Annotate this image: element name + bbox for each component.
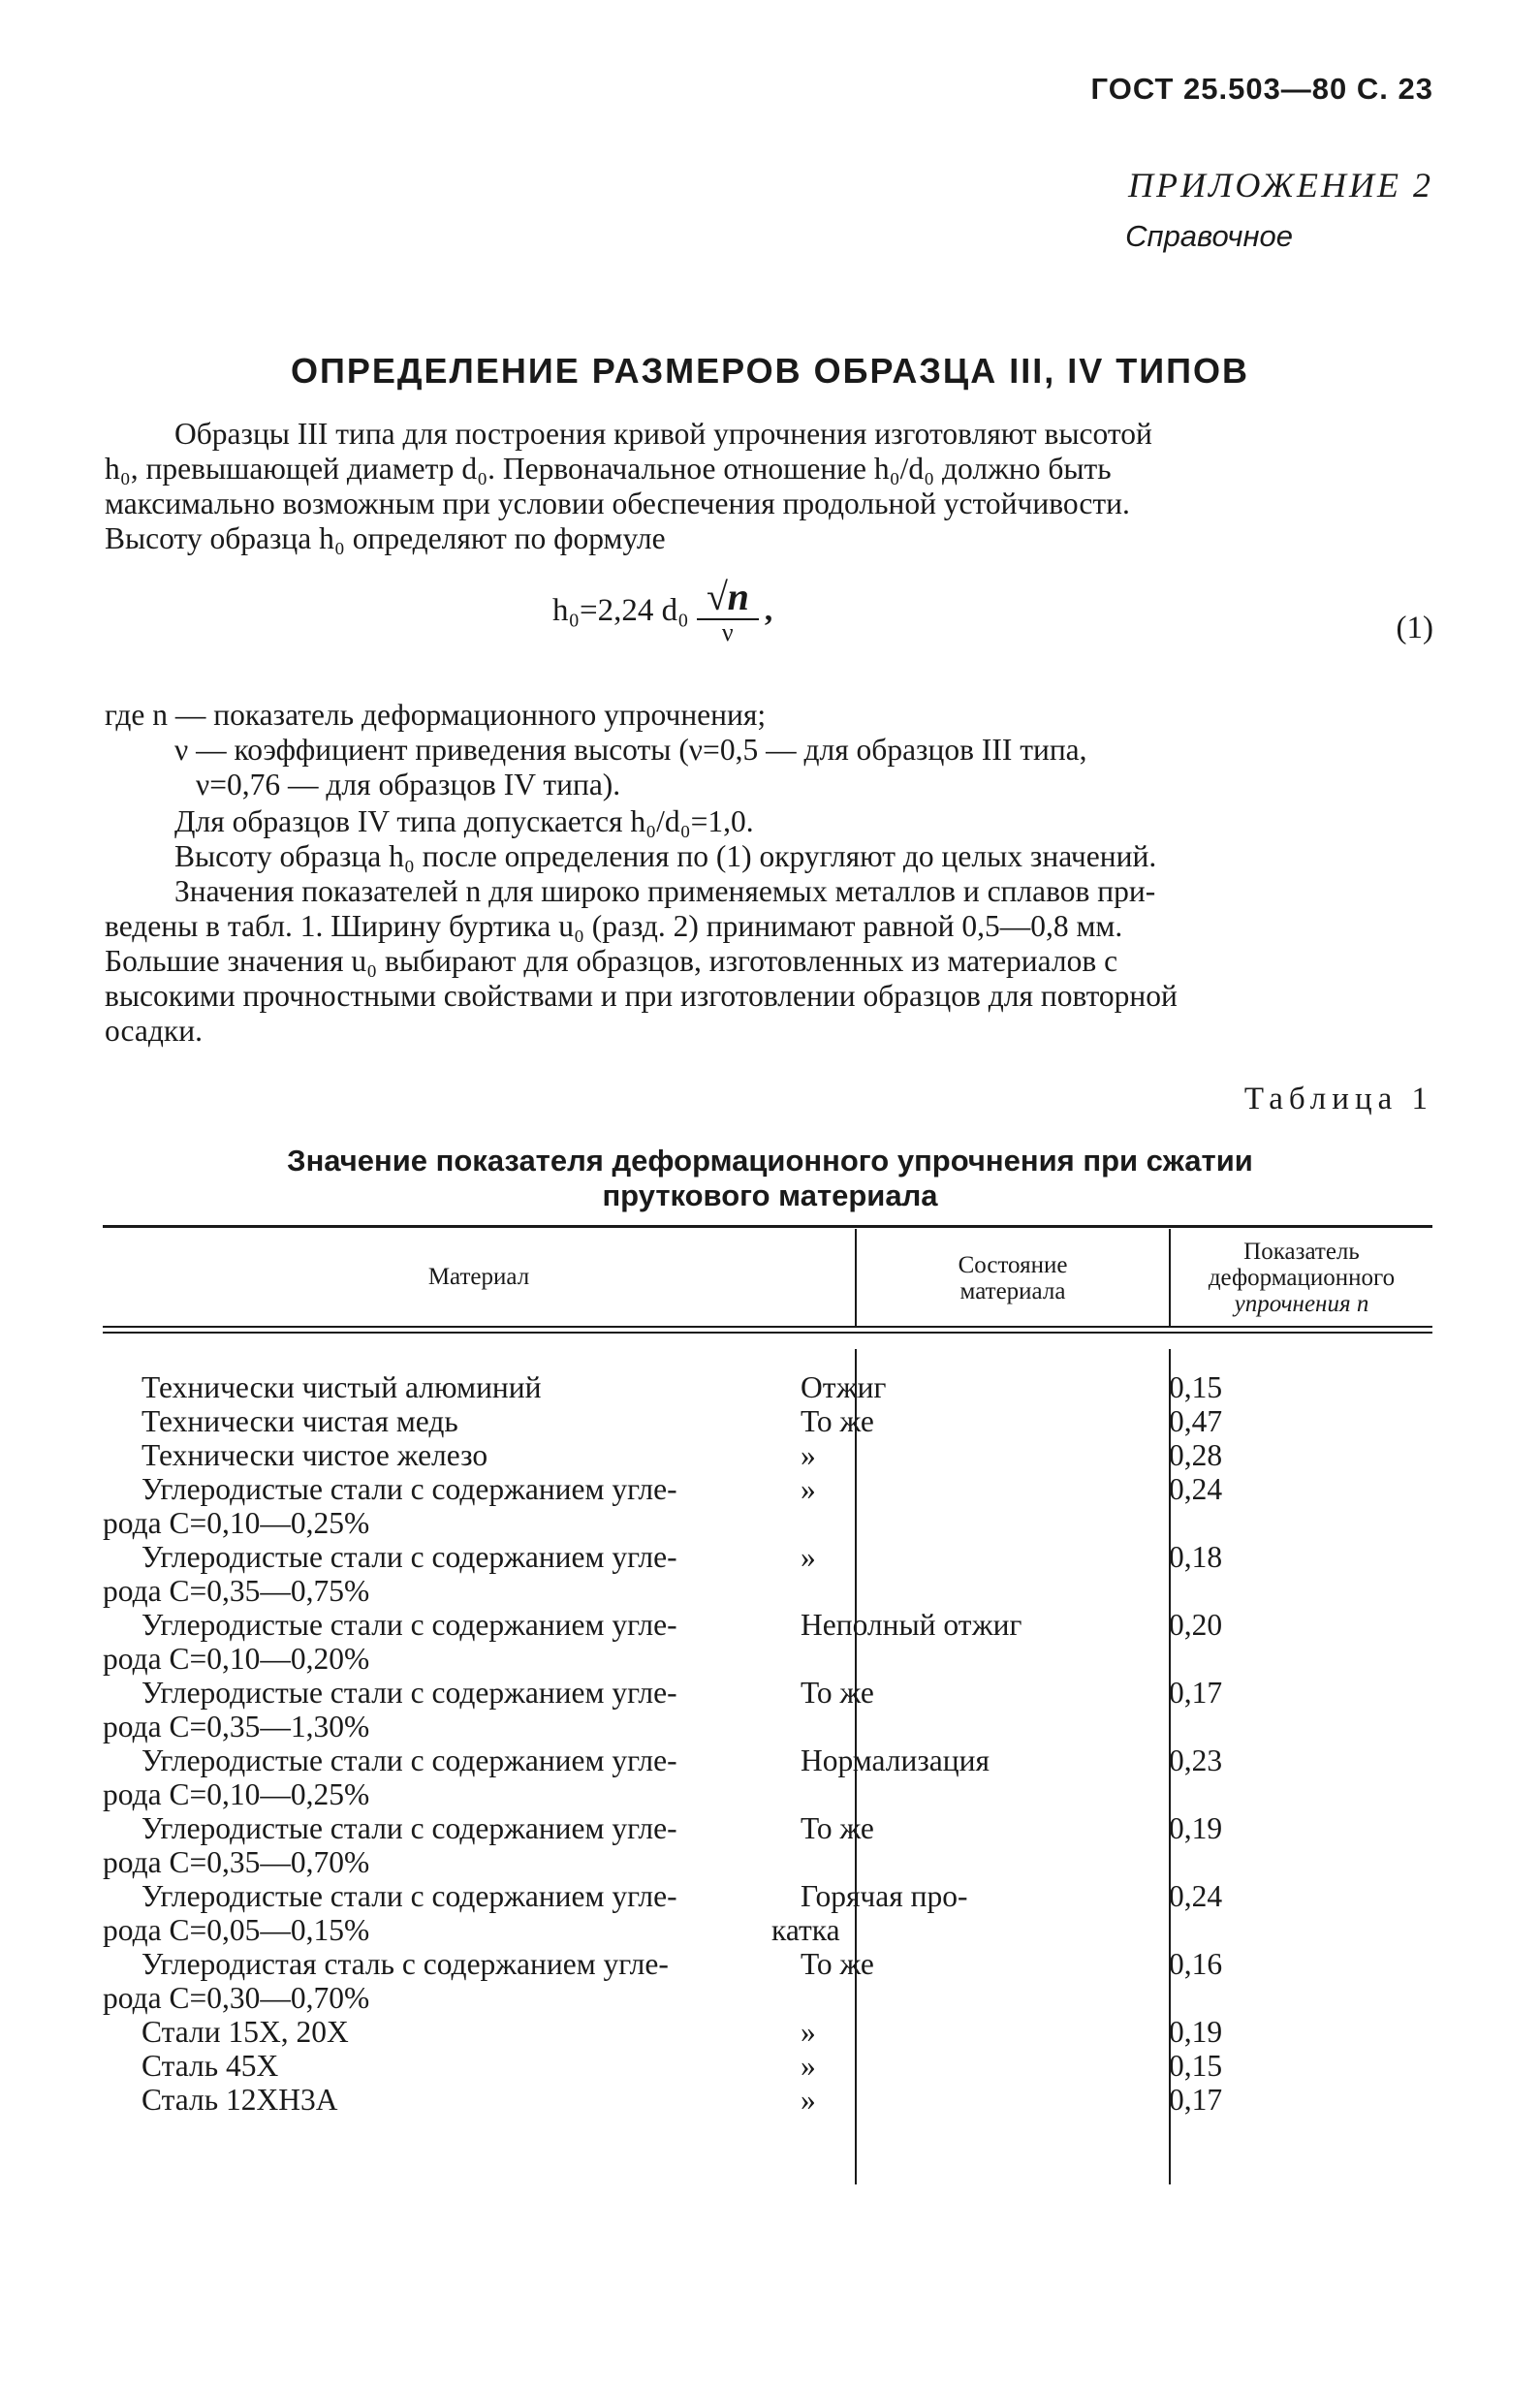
text-line: Большие значения u₀ выбирают для образцов, изготовленных из материалов с bbox=[105, 944, 1118, 978]
material-cell bbox=[103, 1540, 771, 1608]
text-line: Высоту образца h₀ после определения по (1) округляют до целых значений. bbox=[174, 839, 1157, 873]
material-cell bbox=[103, 1370, 771, 1404]
hardening-index-cell: 0,23 bbox=[1169, 1743, 1223, 1777]
state-cell bbox=[771, 1743, 1082, 1811]
header-index-line: упрочнения n bbox=[1234, 1291, 1369, 1317]
state-line: Горячая про- bbox=[801, 1879, 968, 1913]
table-row bbox=[103, 1438, 1432, 1472]
state-cell bbox=[771, 1676, 1082, 1743]
state-cell bbox=[771, 2049, 1082, 2083]
material-line: рода C=0,35—0,70% bbox=[103, 1845, 370, 1879]
material-line: Стали 15Х, 20Х bbox=[141, 2015, 349, 2049]
text-line: Для образцов IV типа допускается h₀/d₀=1,0. bbox=[174, 804, 754, 838]
table-row bbox=[103, 1404, 1432, 1438]
table-row bbox=[103, 1540, 1432, 1608]
state-line: То же bbox=[801, 1811, 874, 1845]
hardening-index-cell: 0,24 bbox=[1169, 1472, 1223, 1506]
material-cell bbox=[103, 2049, 771, 2083]
table-row bbox=[103, 1608, 1432, 1676]
text-line: ν — коэффициент приведения высоты (ν=0,5 — для образцов III типа, bbox=[174, 733, 1087, 767]
material-line: рода C=0,35—0,75% bbox=[103, 1574, 370, 1608]
state-line: » bbox=[801, 1472, 816, 1506]
text-line: Высоту образца h₀ определяют по формуле bbox=[105, 521, 666, 555]
material-cell bbox=[103, 1404, 771, 1438]
state-cell bbox=[771, 1438, 1082, 1472]
header-rule bbox=[103, 1332, 1432, 1334]
material-line: Технически чистая медь bbox=[141, 1404, 458, 1438]
table-title-line: Значение показателя деформационного упрочнения при сжатии bbox=[287, 1144, 1253, 1178]
header-rule bbox=[103, 1326, 1432, 1328]
equation-number: (1) bbox=[1396, 611, 1433, 645]
appendix-title: ПРИЛОЖЕНИЕ 2 bbox=[1128, 166, 1433, 204]
hardening-index-cell: 0,17 bbox=[1169, 1676, 1223, 1710]
state-line: Нормализация bbox=[801, 1743, 990, 1777]
hardening-index-cell: 0,28 bbox=[1169, 1438, 1223, 1472]
material-line: Сталь 12ХН3А bbox=[141, 2083, 338, 2117]
state-line: Отжиг bbox=[801, 1370, 887, 1404]
header-material: Материал bbox=[427, 1264, 530, 1290]
formula-numerator: √n bbox=[697, 576, 759, 620]
material-line: рода C=0,05—0,15% bbox=[103, 1913, 370, 1947]
formula-denominator: ν bbox=[721, 618, 734, 646]
state-line: То же bbox=[801, 1676, 874, 1710]
formula-lhs: h₀=2,24 d₀ bbox=[552, 592, 689, 628]
text-line: Значения показателей n для широко применяемых металлов и сплавов при- bbox=[174, 874, 1156, 908]
text-line: Образцы III типа для построения кривой упрочнения изготовляют высотой bbox=[174, 417, 1152, 451]
table-row bbox=[103, 2083, 1432, 2117]
paragraph-2 bbox=[105, 698, 1432, 802]
state-cell bbox=[771, 1947, 1082, 2015]
hardening-index-cell: 0,17 bbox=[1169, 2083, 1223, 2117]
material-cell bbox=[103, 1472, 771, 1540]
material-line: Углеродистая сталь с содержанием угле- bbox=[141, 1947, 669, 1981]
table-row bbox=[103, 2015, 1432, 2049]
formula: h₀=2,24 d₀ $\frac{√n}{\nu}$ , bbox=[552, 575, 773, 646]
material-line: рода C=0,10—0,20% bbox=[103, 1642, 370, 1676]
state-line: » bbox=[801, 2015, 816, 2049]
state-line: Неполный отжиг bbox=[801, 1608, 1022, 1642]
state-line: То же bbox=[801, 1947, 874, 1981]
material-line: рода C=0,30—0,70% bbox=[103, 1981, 370, 2015]
text-line: ведены в табл. 1. Ширину буртика u₀ (разд. 2) принимают равной 0,5—0,8 мм. bbox=[105, 909, 1123, 943]
header-state-line: Состояние bbox=[958, 1252, 1068, 1278]
state-cell bbox=[771, 2083, 1082, 2117]
hardening-index-cell: 0,47 bbox=[1169, 1404, 1223, 1438]
paragraph-3 bbox=[105, 804, 1432, 1049]
table-caption: Таблица 1 bbox=[1243, 1082, 1433, 1116]
material-cell bbox=[103, 2015, 771, 2049]
text-line: ν=0,76 — для образцов IV типа). bbox=[196, 768, 621, 801]
table-row bbox=[103, 1879, 1432, 1947]
table-row bbox=[103, 1947, 1432, 2015]
table-row bbox=[103, 1743, 1432, 1811]
text-line: осадки. bbox=[105, 1014, 203, 1048]
hardening-index-cell: 0,19 bbox=[1169, 2015, 1223, 2049]
header-state bbox=[857, 1252, 1169, 1304]
material-cell bbox=[103, 1811, 771, 1879]
material-line: рода C=0,10—0,25% bbox=[103, 1777, 370, 1811]
material-line: Углеродистые стали с содержанием угле- bbox=[141, 1540, 677, 1574]
material-cell bbox=[103, 1438, 771, 1472]
state-line: » bbox=[801, 1540, 816, 1574]
state-cell bbox=[771, 1404, 1082, 1438]
material-line: Углеродистые стали с содержанием угле- bbox=[141, 1676, 677, 1710]
material-line: Углеродистые стали с содержанием угле- bbox=[141, 1743, 677, 1777]
material-line: Технически чистое железо bbox=[141, 1438, 488, 1472]
state-line: » bbox=[801, 2049, 816, 2083]
section-title: ОПРЕДЕЛЕНИЕ РАЗМЕРОВ ОБРАЗЦА III, IV ТИПОВ bbox=[291, 351, 1249, 391]
state-cell bbox=[771, 1370, 1082, 1404]
hardening-index-cell: 0,15 bbox=[1169, 1370, 1223, 1404]
state-cell bbox=[771, 1879, 1082, 1947]
hardening-index-cell: 0,20 bbox=[1169, 1608, 1223, 1642]
table-row bbox=[103, 1370, 1432, 1404]
appendix-type: Справочное bbox=[1125, 219, 1293, 253]
table-body bbox=[103, 1370, 1432, 2117]
material-cell bbox=[103, 1608, 771, 1676]
material-line: рода C=0,35—1,30% bbox=[103, 1710, 370, 1743]
hardening-index-cell: 0,16 bbox=[1169, 1947, 1223, 1981]
state-line: » bbox=[801, 2083, 816, 2117]
hardening-index-cell: 0,18 bbox=[1169, 1540, 1223, 1574]
state-cell bbox=[771, 1811, 1082, 1879]
material-cell bbox=[103, 2083, 771, 2117]
paragraph-1 bbox=[105, 417, 1432, 556]
text-line: высокими прочностными свойствами и при изготовлении образцов для повторной bbox=[105, 979, 1178, 1013]
state-cell bbox=[771, 2015, 1082, 2049]
header-state-line: материала bbox=[959, 1278, 1066, 1304]
state-line: катка bbox=[771, 1913, 840, 1947]
material-line: Углеродистые стали с содержанием угле- bbox=[141, 1472, 677, 1506]
hardening-index-cell: 0,15 bbox=[1169, 2049, 1223, 2083]
material-cell bbox=[103, 1947, 771, 2015]
material-cell bbox=[103, 1879, 771, 1947]
material-line: Сталь 45Х bbox=[141, 2049, 279, 2083]
material-line: Углеродистые стали с содержанием угле- bbox=[141, 1608, 677, 1642]
table-row bbox=[103, 2049, 1432, 2083]
table-title bbox=[0, 1144, 1540, 1213]
state-line: » bbox=[801, 1438, 816, 1472]
material-cell bbox=[103, 1676, 771, 1743]
hardening-index-cell: 0,24 bbox=[1169, 1879, 1223, 1913]
text-line: h₀, превышающей диаметр d₀. Первоначальное отношение h₀/d₀ должно быть bbox=[105, 452, 1112, 486]
hardening-index-cell: 0,19 bbox=[1169, 1811, 1223, 1845]
table-row bbox=[103, 1811, 1432, 1879]
state-cell bbox=[771, 1472, 1082, 1540]
table-title-line: пруткового материала bbox=[602, 1178, 938, 1212]
standard-header: ГОСТ 25.503—80 С. 23 bbox=[1090, 72, 1433, 106]
header-index-line: Показатель bbox=[1243, 1239, 1360, 1265]
material-line: Углеродистые стали с содержанием угле- bbox=[141, 1879, 677, 1913]
table-top-rule bbox=[103, 1225, 1432, 1228]
material-line: Технически чистый алюминий bbox=[141, 1370, 542, 1404]
state-line: То же bbox=[801, 1404, 874, 1438]
material-line: Углеродистые стали с содержанием угле- bbox=[141, 1811, 677, 1845]
material-cell bbox=[103, 1743, 771, 1811]
table-row bbox=[103, 1676, 1432, 1743]
text-line: максимально возможным при условии обеспечения продольной устойчивости. bbox=[105, 487, 1130, 520]
formula-fraction bbox=[697, 576, 759, 645]
text-line: где n — показатель деформационного упрочнения; bbox=[105, 698, 767, 732]
state-cell bbox=[771, 1608, 1082, 1676]
header-index-line: деформационного bbox=[1208, 1265, 1396, 1291]
header-index bbox=[1171, 1239, 1432, 1317]
table-row bbox=[103, 1472, 1432, 1540]
state-cell bbox=[771, 1540, 1082, 1608]
material-line: рода C=0,10—0,25% bbox=[103, 1506, 370, 1540]
